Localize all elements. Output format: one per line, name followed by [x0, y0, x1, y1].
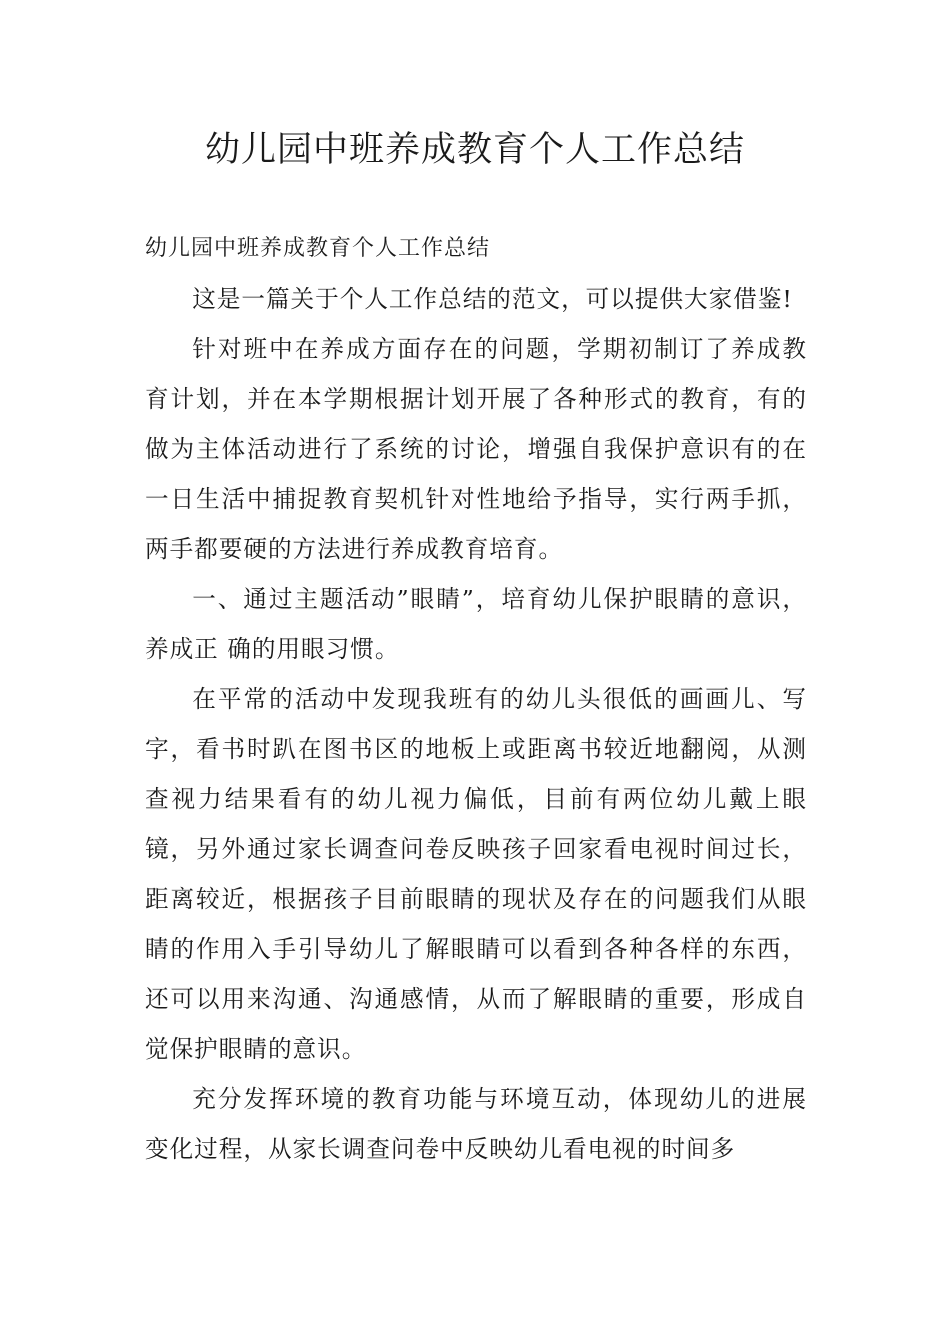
document-subtitle: 幼儿园中班养成教育个人工作总结 — [145, 236, 491, 261]
paragraph-observation: 在平常的活动中发现我班有的幼儿头很低的画画儿、写字，看书时趴在图书区的地板上或距离书较近地翻阅，从测查视力结果看有的幼儿视力偏低，目前有两位幼儿戴上眼镜，另外通过家长调查问卷反映孩子回家看电视时间过长，距离较近，根据孩子目前眼睛的现状及存在的问题我们从眼睛的作用入手引导幼儿了解眼睛可以看到各种各样的东西，还可以用来沟通、沟通感情，从而了解眼睛的重要，形成自觉保护眼睛的意识。 — [145, 685, 807, 1063]
document-body — [145, 224, 807, 1174]
paragraph-intro: 这是一篇关于个人工作总结的范文，可以提供大家借鉴! — [192, 285, 793, 313]
paragraph-plan: 针对班中在养成方面存在的问题，学期初制订了养成教育计划，并在本学期根据计划开展了各种形式的教育，有的做为主体活动进行了系统的讨论，增强自我保护意识有的在一日生活中捕捉教育契机针对性地给予指导，实行两手抓，两手都要硬的方法进行养成教育培育。 — [145, 335, 807, 563]
document-title: 幼儿园中班养成教育个人工作总结 — [204, 130, 745, 170]
paragraph-environment: 充分发挥环境的教育功能与环境互动，体现幼儿的进展变化过程，从家长调查问卷中反映幼儿看电视的时间多 — [145, 1085, 807, 1163]
paragraph-section-heading: 一、通过主题活动”眼睛”，培育幼儿保护眼睛的意识，养成正 确的用眼习惯。 — [145, 585, 807, 663]
